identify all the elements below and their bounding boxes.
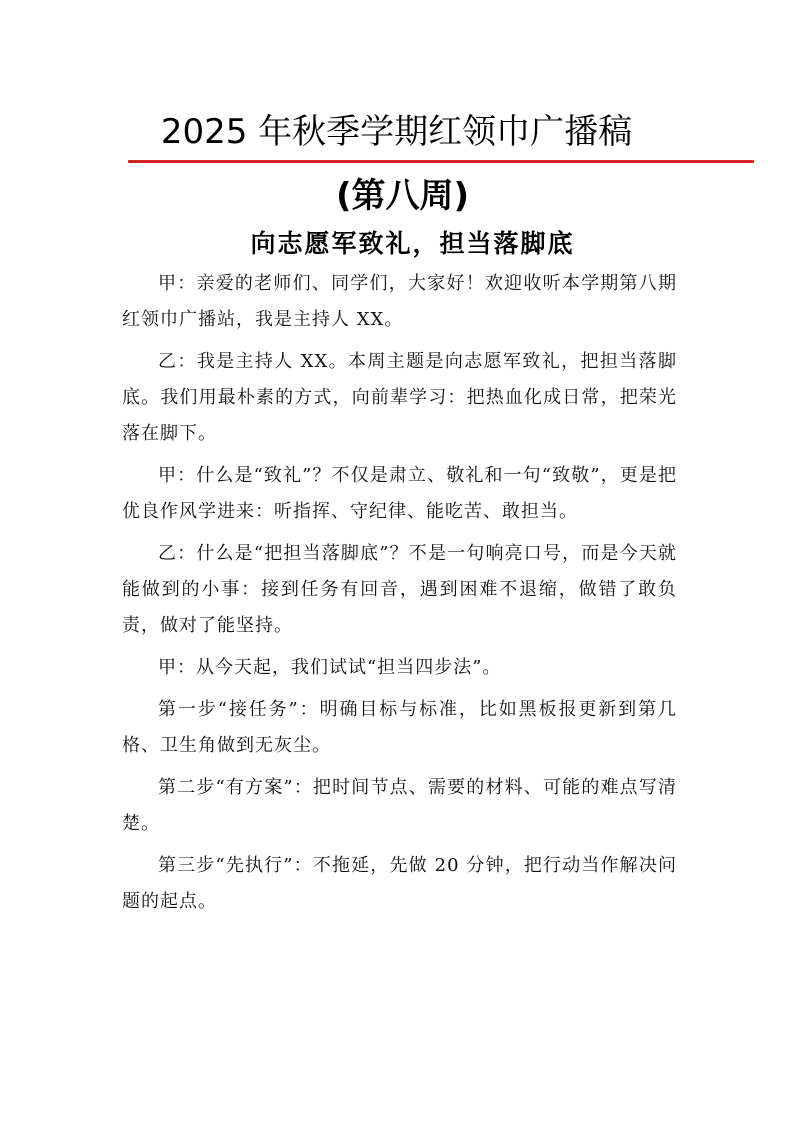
title-divider (128, 160, 754, 163)
paragraph: 甲：什么是“致礼”？不仅是肃立、敬礼和一句“致敬”，更是把优良作风学进来：听指挥、守纪律、能吃苦、敢担当。 (122, 465, 677, 522)
paragraph: 甲：亲爱的老师们、同学们，大家好！欢迎收听本学期第八期红领巾广播站，我是主持人 XX。 (122, 273, 677, 330)
paragraph: 第一步“接任务”：明确目标与标准，比如黑板报更新到第几格、卫生角做到无灰尘。 (122, 699, 677, 756)
paragraph: 乙：什么是“把担当落脚底”？不是一句响亮口号，而是今天就能做到的小事：接到任务有回音，遇到困难不退缩，做错了敢负责，做对了能坚持。 (122, 543, 677, 636)
paragraph: 甲：从今天起，我们试试“担当四步法”。 (158, 657, 502, 678)
paragraph: 乙：我是主持人 XX。本周主题是向志愿军致礼，把担当落脚底。我们用最朴素的方式，向前辈学习：把热血化成日常，把荣光落在脚下。 (122, 351, 677, 444)
broadcast-topic: 向志愿军致礼，担当落脚底 (250, 229, 575, 258)
paragraph: 第三步“先执行”：不拖延，先做 20 分钟，把行动当作解决问题的起点。 (122, 855, 677, 912)
paragraph: 第二步“有方案”：把时间节点、需要的材料、可能的难点写清楚。 (122, 777, 677, 834)
script-body (122, 266, 677, 926)
document-title: 2025 年秋季学期红领巾广播稿 (160, 112, 633, 152)
document-subtitle: (第八周) (335, 176, 470, 216)
